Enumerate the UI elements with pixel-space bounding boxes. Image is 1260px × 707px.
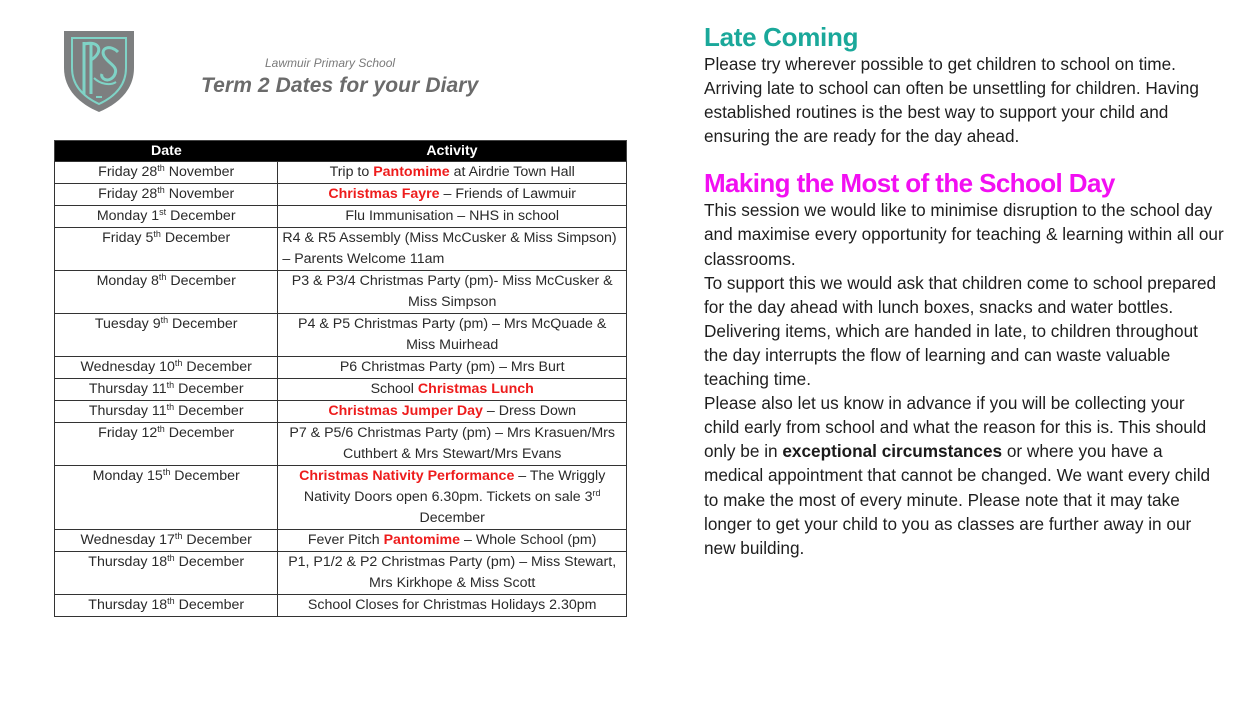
activity-text: – Dress Down — [482, 403, 576, 419]
date-ordinal-suffix: th — [162, 467, 171, 477]
activity-text: Trip to — [329, 164, 374, 180]
info-column — [704, 22, 1224, 560]
activity-text: P1, P1/2 & P2 Christmas Party (pm) – Miss Stewart, Mrs Kirkhope & Miss Scott — [288, 554, 617, 591]
date-cell — [55, 595, 278, 617]
table-row — [55, 595, 627, 617]
date-month: November — [164, 164, 235, 180]
dates-table — [54, 140, 627, 617]
activity-text: – Friends of Lawmuir — [439, 186, 576, 202]
date-cell — [55, 379, 278, 401]
table-header-row — [55, 141, 627, 162]
date-day: Monday 8 — [96, 273, 159, 289]
date-cell — [55, 228, 278, 271]
highlighted-event-text: Pantomime — [373, 164, 450, 180]
date-day: Friday 28 — [98, 186, 158, 202]
highlighted-event-text: Christmas Lunch — [417, 381, 534, 397]
date-ordinal-suffix: st — [159, 207, 167, 217]
activity-text: P6 Christmas Party (pm) – Mrs Burt — [339, 359, 565, 375]
date-day: Friday 12 — [98, 425, 158, 441]
date-ordinal-suffix: th — [166, 402, 175, 412]
date-month: December — [160, 230, 231, 246]
date-day: Thursday 11 — [88, 381, 167, 397]
school-day-paragraph-2: To support this we would ask that children come to school prepared for the day ahead with lunch boxes, snacks and water bottles. — [704, 272, 1217, 317]
activity-text: Flu Immunisation – NHS in school — [345, 208, 560, 224]
highlighted-event-text: Christmas Jumper Day — [328, 403, 483, 419]
activity-text: at Airdrie Town Hall — [449, 164, 575, 180]
date-month: December — [174, 403, 244, 419]
paragraph-4-text-end: or where you have a medical appointment that cannot be changed. We want every child to make the most of every minute. Please note that it may take longer to get your child to you as classes are further away in our new building. — [704, 441, 1211, 558]
date-month: December — [166, 273, 236, 289]
date-cell — [55, 357, 278, 379]
table-row — [55, 530, 627, 552]
page-title: Term 2 Dates for your Diary — [201, 74, 479, 97]
date-month: December — [164, 425, 235, 441]
activity-text: P4 & P5 Christmas Party (pm) – Mrs McQuade & Miss Muirhead — [298, 316, 607, 353]
activity-cell — [278, 314, 627, 357]
date-day: Friday 5 — [102, 230, 154, 246]
highlighted-event-text: Christmas Nativity Performance — [299, 468, 515, 484]
activity-cell — [278, 271, 627, 314]
date-ordinal-suffix: th — [160, 315, 169, 325]
date-ordinal-suffix: th — [167, 596, 175, 606]
activity-cell — [278, 162, 627, 184]
date-day: Thursday 11 — [88, 403, 167, 419]
date-month: December — [168, 316, 238, 332]
table-row — [55, 423, 627, 466]
late-coming-body: Please try wherever possible to get children to school on time. Arriving late to school can often be unsettling for children. Having established routines is the best way to support your child and ensuring the are ready for the day ahead. — [704, 54, 1199, 147]
activity-text: rd — [592, 488, 601, 498]
date-month: December — [174, 554, 245, 570]
date-cell — [55, 162, 278, 184]
table-row — [55, 314, 627, 357]
date-ordinal-suffix: th — [157, 163, 165, 173]
column-header-activity: Activity — [278, 141, 627, 162]
activity-cell — [278, 530, 627, 552]
highlighted-event-text: Pantomime — [383, 532, 461, 548]
date-ordinal-suffix: th — [174, 531, 183, 541]
activity-cell — [278, 228, 627, 271]
date-month: November — [164, 186, 235, 202]
date-ordinal-suffix: th — [174, 358, 183, 368]
activity-cell — [278, 357, 627, 379]
date-ordinal-suffix: th — [167, 553, 175, 563]
table-row — [55, 206, 627, 228]
school-day-paragraph-1: This session we would like to minimise disruption to the school day and maximise every opportunity for teaching & learning within all our classrooms. — [704, 200, 1224, 269]
table-row — [55, 228, 627, 271]
table-row — [55, 466, 627, 530]
activity-cell — [278, 184, 627, 206]
activity-text: R4 & R5 Assembly (Miss McCusker & Miss Simpson) – Parents Welcome 11am — [282, 230, 617, 267]
table-row — [55, 184, 627, 206]
table-row — [55, 271, 627, 314]
school-name: Lawmuir Primary School — [265, 56, 396, 70]
date-cell — [55, 314, 278, 357]
table-row — [55, 162, 627, 184]
activity-text: School Closes for Christmas Holidays 2.30pm — [307, 597, 597, 613]
date-cell — [55, 423, 278, 466]
date-cell — [55, 184, 278, 206]
table-row — [55, 401, 627, 423]
table-row — [55, 552, 627, 595]
activity-cell — [278, 552, 627, 595]
activity-text: Fever Pitch — [307, 532, 384, 548]
date-month: December — [166, 208, 236, 224]
date-cell — [55, 401, 278, 423]
date-month: December — [170, 468, 240, 484]
date-ordinal-suffix: th — [157, 424, 165, 434]
school-day-paragraph-4 — [704, 391, 1224, 560]
date-day: Monday 15 — [92, 468, 163, 484]
dates-table-body — [55, 162, 627, 617]
school-day-heading: Making the Most of the School Day — [704, 168, 1115, 199]
date-day: Thursday 18 — [88, 554, 168, 570]
activity-text: P3 & P3/4 Christmas Party (pm)- Miss McCusker & Miss Simpson — [291, 273, 613, 310]
activity-text: December — [419, 510, 485, 526]
date-day: Monday 1 — [96, 208, 160, 224]
date-cell — [55, 552, 278, 595]
date-cell — [55, 206, 278, 228]
date-cell — [55, 271, 278, 314]
date-month: December — [174, 381, 244, 397]
date-month: December — [174, 597, 245, 613]
school-day-paragraph-3: Delivering items, which are handed in late, to children throughout the day interrupts the flow of learning and can waste valuable teaching time. — [704, 320, 1198, 390]
late-coming-heading: Late Coming — [704, 22, 859, 52]
activity-cell — [278, 401, 627, 423]
table-row — [55, 357, 627, 379]
date-ordinal-suffix: th — [153, 229, 161, 239]
date-ordinal-suffix: th — [166, 380, 175, 390]
date-month: December — [182, 532, 252, 548]
date-cell — [55, 530, 278, 552]
crest-shield — [64, 31, 134, 112]
date-day: Friday 28 — [98, 164, 158, 180]
date-ordinal-suffix: th — [158, 272, 167, 282]
date-day: Tuesday 9 — [94, 316, 161, 332]
activity-cell — [278, 466, 627, 530]
date-day: Wednesday 17 — [80, 532, 175, 548]
activity-cell — [278, 423, 627, 466]
activity-text: – Whole School (pm) — [460, 532, 597, 548]
emphasis-text: exceptional circumstances — [782, 441, 1003, 462]
column-header-date: Date — [55, 141, 278, 162]
activity-text: P7 & P5/6 Christmas Party (pm) – Mrs Krasuen/Mrs Cuthbert & Mrs Stewart/Mrs Evans — [289, 425, 615, 462]
paragraph-4-text: Please also let us know in advance if you will be collecting your child early from school and what the reason for this is. This should only be in — [704, 393, 1207, 462]
activity-text: School — [370, 381, 418, 397]
activity-cell — [278, 595, 627, 617]
table-row — [55, 379, 627, 401]
date-day: Thursday 18 — [88, 597, 168, 613]
date-cell — [55, 466, 278, 530]
activity-cell — [278, 206, 627, 228]
activity-cell — [278, 379, 627, 401]
activity-text: – The Wriggly Nativity Doors open 6.30pm. Tickets on sale 3 — [303, 468, 606, 505]
highlighted-event-text: Christmas Fayre — [328, 186, 440, 202]
date-ordinal-suffix: th — [157, 185, 165, 195]
date-month: December — [182, 359, 252, 375]
date-day: Wednesday 10 — [80, 359, 175, 375]
school-crest-icon — [60, 28, 138, 114]
